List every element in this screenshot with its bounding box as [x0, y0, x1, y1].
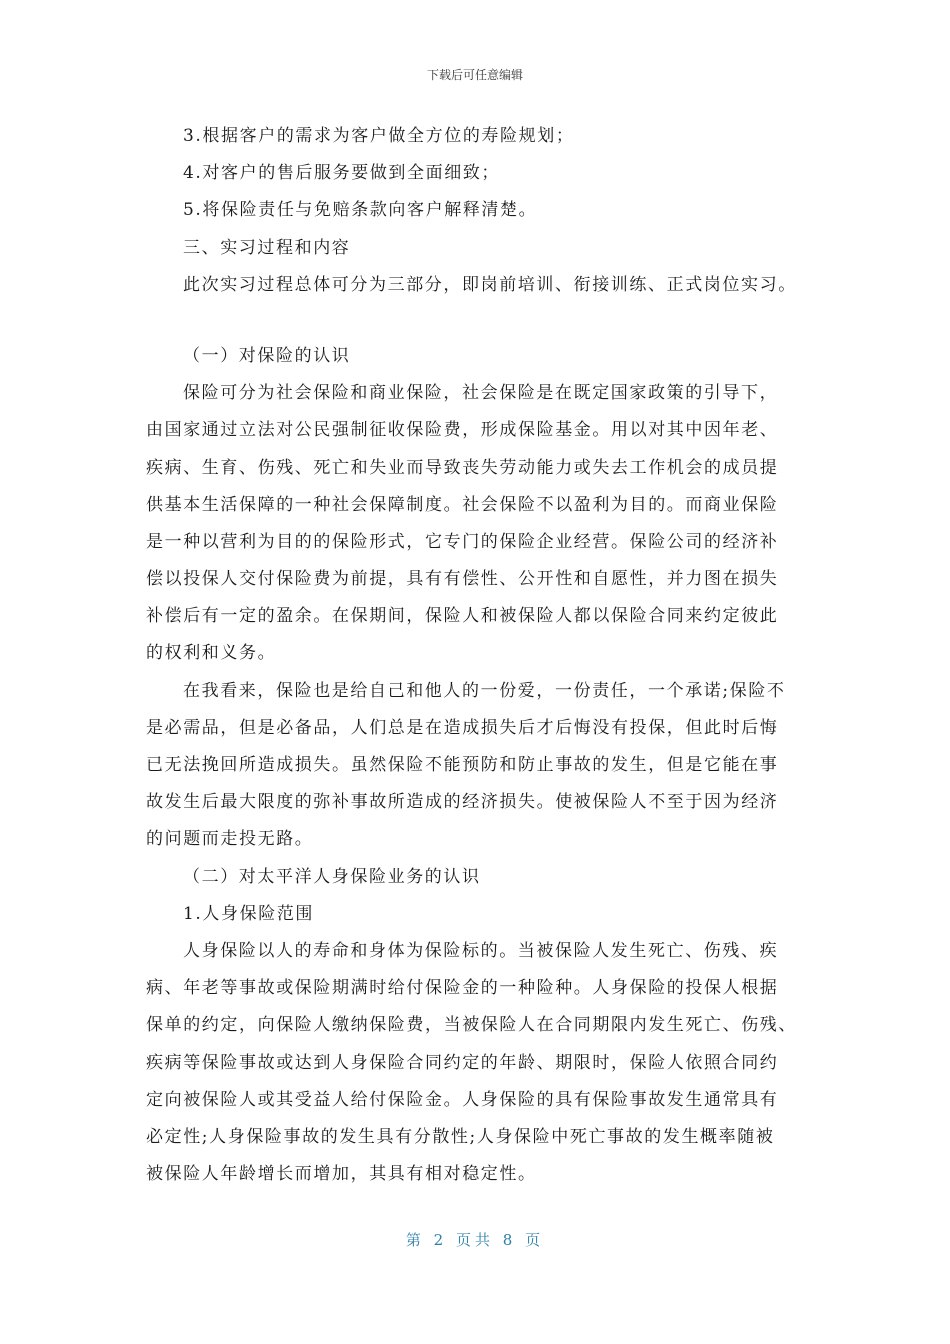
body-text-line: 保单的约定，向保险人缴纳保险费，当被保险人在合同期限内发生死亡、伤残、 — [146, 1015, 797, 1036]
body-text-line: 病、年老等事故或保险期满时给付保险金的一种险种。人身保险的投保人根据 — [146, 978, 779, 999]
body-text-line: 被保险人年龄增长而增加，其具有相对稳定性。 — [146, 1164, 537, 1185]
body-text-line: 此次实习过程总体可分为三部分，即岗前培训、衔接训练、正式岗位实习。 — [183, 274, 797, 295]
page-number: 2 — [433, 1231, 448, 1249]
body-text-line: 补偿后有一定的盈余。在保期间，保险人和被保险人都以保险合同来约定彼此 — [146, 606, 779, 627]
section-heading: 三、实习过程和内容 — [183, 237, 351, 258]
page-label-prefix: 第 — [405, 1231, 425, 1249]
body-text-line: 偿以投保人交付保险费为前提，具有有偿性、公开性和自愿性，并力图在损失 — [146, 569, 779, 590]
subsection-heading: （一）对保险的认识 — [183, 345, 351, 366]
body-text-line: 在我看来，保险也是给自己和他人的一份爱，一份责任，一个承诺;保险不 — [183, 680, 786, 701]
body-text-line: 保险可分为社会保险和商业保险，社会保险是在既定国家政策的引导下， — [183, 383, 779, 404]
body-text-line: 疾病、生育、伤残、死亡和失业而导致丧失劳动能力或失去工作机会的成员提 — [146, 457, 779, 478]
body-text-line: 疾病等保险事故或达到人身保险合同约定的年龄、期限时，保险人依照合同约 — [146, 1052, 779, 1073]
body-text-line: 的问题而走投无路。 — [146, 829, 314, 850]
list-item: 5.将保险责任与免赔条款向客户解释清楚。 — [183, 200, 538, 221]
body-text-line: 由国家通过立法对公民强制征收保险费，形成保险基金。用以对其中因年老、 — [146, 420, 779, 441]
body-text-line: 必定性;人身保险事故的发生具有分散性;人身保险中死亡事故的发生概率随被 — [146, 1126, 775, 1147]
paragraph-gap — [146, 304, 811, 338]
paragraph — [146, 375, 811, 673]
paragraph — [146, 933, 811, 1193]
page-label-middle: 页共 — [455, 1231, 494, 1249]
body-text-line: 定向被保险人或其受益人给付保险金。人身保险的具有保险事故发生通常具有 — [146, 1089, 779, 1110]
paragraph — [146, 673, 811, 859]
body-text-line: 供基本生活保障的一种社会保障制度。社会保险不以盈利为目的。而商业保险 — [146, 494, 779, 515]
body-text-line: 是必需品，但是必备品，人们总是在造成损失后才后悔没有投保，但此时后悔 — [146, 717, 779, 738]
body-text-line: 是一种以营利为目的的保险形式，它专门的保险企业经营。保险公司的经济补 — [146, 531, 779, 552]
page-footer — [0, 1229, 950, 1250]
body-text-line: 人身保险以人的寿命和身体为保险标的。当被保险人发生死亡、伤残、疾 — [183, 940, 779, 961]
subsection-heading: （二）对太平洋人身保险业务的认识 — [183, 866, 481, 887]
page-header: 下载后可任意编辑 — [426, 68, 523, 82]
body-text-line: 故发生后最大限度的弥补事故所造成的经济损失。使被保险人不至于因为经济 — [146, 792, 779, 813]
list-item: 3.根据客户的需求为客户做全方位的寿险规划； — [183, 126, 575, 146]
document-body — [146, 118, 811, 1193]
body-text-line: 已无法挽回所造成损失。虽然保险不能预防和防止事故的发生，但是它能在事 — [146, 755, 779, 775]
list-item: 4.对客户的售后服务要做到全面细致； — [183, 163, 501, 184]
body-text-line: 的权利和义务。 — [146, 643, 277, 664]
sub-subsection-heading: 1.人身保险范围 — [183, 903, 315, 924]
page-label-suffix: 页 — [525, 1231, 545, 1249]
total-pages: 8 — [502, 1231, 517, 1249]
